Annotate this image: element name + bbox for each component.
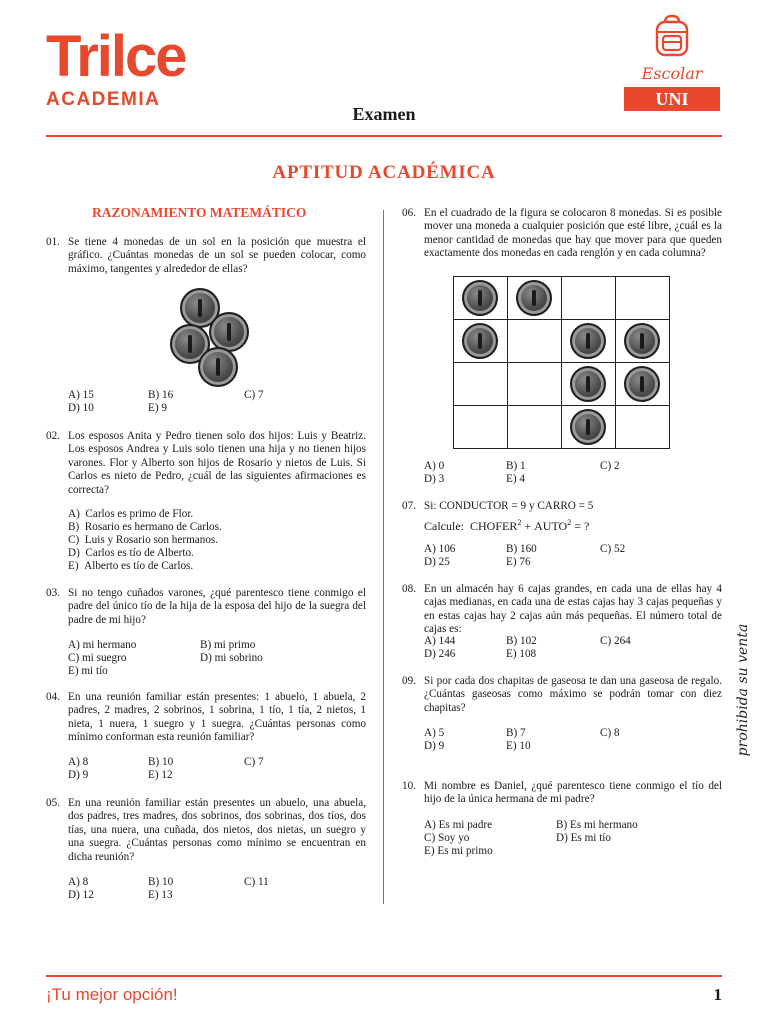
option-d: D) 25 bbox=[424, 556, 450, 568]
option-d: D) 9 bbox=[68, 769, 89, 781]
question-number: 03. bbox=[46, 587, 60, 599]
option-c: C) 7 bbox=[244, 389, 264, 401]
page-title: APTITUD ACADÉMICA bbox=[272, 162, 496, 183]
calc-label: Calcule: bbox=[424, 519, 464, 533]
option-a: A) 144 bbox=[424, 635, 456, 647]
option-e: E) mi tío bbox=[68, 665, 108, 677]
option-c: C) 2 bbox=[600, 460, 620, 472]
question-number: 08. bbox=[402, 583, 416, 595]
option-d: D) mi sobrino bbox=[200, 652, 263, 664]
calc-line bbox=[424, 516, 589, 533]
grid-cell bbox=[454, 277, 508, 320]
side-notice bbox=[728, 623, 758, 760]
question-number: 05. bbox=[46, 797, 60, 809]
question-number: 02. bbox=[46, 430, 60, 442]
coin-grid bbox=[453, 276, 670, 449]
option-a: A) mi hermano bbox=[68, 639, 137, 651]
coin-icon bbox=[570, 323, 606, 359]
option-a: A) 5 bbox=[424, 727, 445, 739]
page-number: 1 bbox=[713, 985, 722, 1004]
option-a: A) 8 bbox=[68, 756, 89, 768]
grid-row bbox=[454, 320, 670, 363]
option-c: C) 264 bbox=[600, 635, 631, 647]
grid-cell bbox=[562, 320, 616, 363]
coin-icon bbox=[516, 280, 552, 316]
option-a: A) Carlos es primo de Flor. bbox=[68, 508, 194, 520]
question-number: 10. bbox=[402, 780, 416, 792]
question-04 bbox=[46, 691, 366, 786]
option-c: C) 7 bbox=[244, 756, 264, 768]
option-b: B) 160 bbox=[506, 543, 537, 555]
question-text: Los esposos Anita y Pedro tienen solo dos hijos: Luis y Beatriz. Los esposos Andrea y Luis solo tienen una hija y no tienen hijos varones. Flor y Alberto son hijos de Rosario y nietos de Luis. Si Carlos es nieto de Pedro, ¿cuál de las siguientes afirmaciones es correcta? bbox=[68, 430, 366, 496]
question-number: 09. bbox=[402, 675, 416, 687]
option-a: A) 0 bbox=[424, 460, 445, 472]
option-e: E) 4 bbox=[506, 473, 525, 485]
header-divider bbox=[46, 135, 722, 137]
option-e: E) 13 bbox=[148, 889, 173, 901]
option-b: B) 7 bbox=[506, 727, 526, 739]
calc-term-b: AUTO bbox=[534, 519, 568, 533]
grid-row bbox=[454, 277, 670, 320]
question-text: Se tiene 4 monedas de un sol en la posición que muestra el gráfico. ¿Cuántas monedas de un sol se pueden colocar, como máximo, tangentes y alrededor de ellas? bbox=[68, 236, 366, 275]
coin-icon bbox=[198, 347, 238, 387]
option-d: D) Carlos es tío de Alberto. bbox=[68, 547, 194, 559]
option-b: B) Rosario es hermano de Carlos. bbox=[68, 521, 222, 533]
option-c: C) 8 bbox=[600, 727, 620, 739]
option-d: D) 9 bbox=[424, 740, 445, 752]
question-01 bbox=[46, 236, 366, 456]
option-c: C) Soy yo bbox=[424, 832, 470, 844]
grid-cell bbox=[454, 363, 508, 406]
question-number: 06. bbox=[402, 207, 416, 219]
question-text: En una reunión familiar están presentes: 1 abuelo, 1 abuela, 2 padres, 2 madres, 2 sobrinos, 1 sobrina, 1 tío, 1 tía, 2 nietos, 1 nieta, 1 nuera, 1 suegro y 1 suegra. ¿Cuántas personas como mínimo conforman esta reunión familiar? bbox=[68, 691, 366, 744]
question-06 bbox=[402, 207, 722, 267]
option-e: E) 12 bbox=[148, 769, 173, 781]
grid-cell bbox=[454, 320, 508, 363]
backpack-icon bbox=[652, 14, 692, 58]
calc-eq: = ? bbox=[574, 519, 590, 533]
grid-cell bbox=[508, 406, 562, 449]
grid-cell bbox=[562, 363, 616, 406]
option-c: C) Luis y Rosario son hermanos. bbox=[68, 534, 219, 546]
question-09 bbox=[402, 675, 722, 760]
question-text: Si: CONDUCTOR = 9 y CARRO = 5 bbox=[424, 500, 594, 512]
grid-cell bbox=[454, 406, 508, 449]
option-c: C) 11 bbox=[244, 876, 269, 888]
brand-sub: ACADEMIA bbox=[46, 89, 161, 110]
question-text: En una reunión familiar están presentes un abuelo, una abuela, dos padres, tres madres, dos sobrinos, dos sobrinas, dos tíos, dos tías, una nuera, una cuñada, dos nietos, dos nietas, un suegro y una suegra. ¿Cuántas personas como mínimo se encuentran en dicha reunión? bbox=[68, 797, 366, 863]
option-c: C) mi suegro bbox=[68, 652, 127, 664]
option-b: B) 16 bbox=[148, 389, 174, 401]
grid-cell bbox=[508, 363, 562, 406]
section-title: RAZONAMIENTO MATEMÁTICO bbox=[92, 205, 307, 220]
grid-cell bbox=[562, 277, 616, 320]
option-d: D) 246 bbox=[424, 648, 456, 660]
option-d: D) 10 bbox=[68, 402, 94, 414]
coin-icon bbox=[462, 280, 498, 316]
question-05 bbox=[46, 797, 366, 907]
plus-sign: + bbox=[524, 519, 532, 533]
column-divider bbox=[383, 210, 384, 904]
option-e: E) 10 bbox=[506, 740, 531, 752]
uni-badge: UNI bbox=[624, 87, 720, 111]
question-07 bbox=[402, 500, 722, 568]
question-text: Si no tengo cuñados varones, ¿qué parentesco tiene conmigo el padre del único tío de la hija de la esposa del hijo de la suegra del padre de mi hijo? bbox=[68, 587, 366, 626]
option-c: C) 52 bbox=[600, 543, 626, 555]
question-text: Si por cada dos chapitas de gaseosa te dan una gaseosa de regalo. ¿Cuántas gaseosas como máximo se podrán tomar con diez chapitas? bbox=[424, 675, 722, 714]
calc-term-a: CHOFER bbox=[469, 519, 518, 533]
option-e: E) 9 bbox=[148, 402, 167, 414]
option-b: B) 102 bbox=[506, 635, 537, 647]
escolar-label: Escolar bbox=[641, 64, 703, 83]
grid-row bbox=[454, 363, 670, 406]
question-10 bbox=[402, 780, 722, 865]
option-a: A) 8 bbox=[68, 876, 89, 888]
question-02 bbox=[46, 430, 366, 575]
option-a: A) 106 bbox=[424, 543, 456, 555]
question-06-options bbox=[402, 460, 722, 490]
option-e: E) Es mi primo bbox=[424, 845, 493, 857]
option-b: B) 10 bbox=[148, 876, 174, 888]
footer-slogan: ¡Tu mejor opción! bbox=[46, 985, 178, 1004]
question-08 bbox=[402, 583, 722, 663]
option-b: B) mi primo bbox=[200, 639, 256, 651]
option-d: D) 12 bbox=[68, 889, 94, 901]
option-d: D) Es mi tío bbox=[556, 832, 612, 844]
coin-icon bbox=[570, 366, 606, 402]
coin-icon bbox=[462, 323, 498, 359]
option-e: E) Alberto es tío de Carlos. bbox=[68, 560, 194, 572]
question-number: 07. bbox=[402, 500, 416, 512]
trilce-logo bbox=[46, 24, 186, 110]
exam-label: Examen bbox=[352, 104, 416, 124]
grid-cell bbox=[616, 406, 670, 449]
coin-icon bbox=[624, 323, 660, 359]
brand-name: Trilce bbox=[46, 24, 186, 89]
option-a: A) Es mi padre bbox=[424, 819, 493, 831]
option-e: E) 108 bbox=[506, 648, 537, 660]
option-d: D) 3 bbox=[424, 473, 445, 485]
coins-figure bbox=[180, 288, 260, 393]
grid-cell bbox=[616, 277, 670, 320]
coin-icon bbox=[570, 409, 606, 445]
side-notice-text: prohibida su venta bbox=[735, 623, 751, 757]
question-text: Mi nombre es Daniel, ¿qué parentesco tiene conmigo el tío del hijo de la única hermana de mi padre? bbox=[424, 780, 722, 806]
grid-cell bbox=[508, 320, 562, 363]
question-03 bbox=[46, 587, 366, 682]
coin-icon bbox=[209, 312, 249, 352]
exponent: 2 bbox=[567, 518, 572, 527]
question-number: 04. bbox=[46, 691, 60, 703]
question-number: 01. bbox=[46, 236, 60, 248]
grid-cell bbox=[616, 320, 670, 363]
coin-icon bbox=[624, 366, 660, 402]
option-e: E) 76 bbox=[506, 556, 531, 568]
option-b: B) 1 bbox=[506, 460, 526, 472]
grid-row bbox=[454, 406, 670, 449]
grid-cell bbox=[616, 363, 670, 406]
option-a: A) 15 bbox=[68, 389, 94, 401]
question-text: En un almacén hay 6 cajas grandes, en cada una de ellas hay 4 cajas medianas, en cada una de estas cajas hay 3 cajas pequeñas y en estas cajas hay 2 cajas aún más pequeñas. El número total de cajas es: bbox=[424, 583, 722, 636]
footer-divider bbox=[46, 975, 722, 977]
option-b: B) Es mi hermano bbox=[556, 819, 638, 831]
grid-cell bbox=[508, 277, 562, 320]
exponent: 2 bbox=[517, 518, 522, 527]
grid-cell bbox=[562, 406, 616, 449]
question-text: En el cuadrado de la figura se colocaron 8 monedas. Si es posible mover una moneda a cualquier posición que esté libre, ¿cuál es la menor cantidad de monedas que hay que mover para que queden exactamente dos monedas en cada renglón y en cada columna? bbox=[424, 207, 722, 260]
option-b: B) 10 bbox=[148, 756, 174, 768]
